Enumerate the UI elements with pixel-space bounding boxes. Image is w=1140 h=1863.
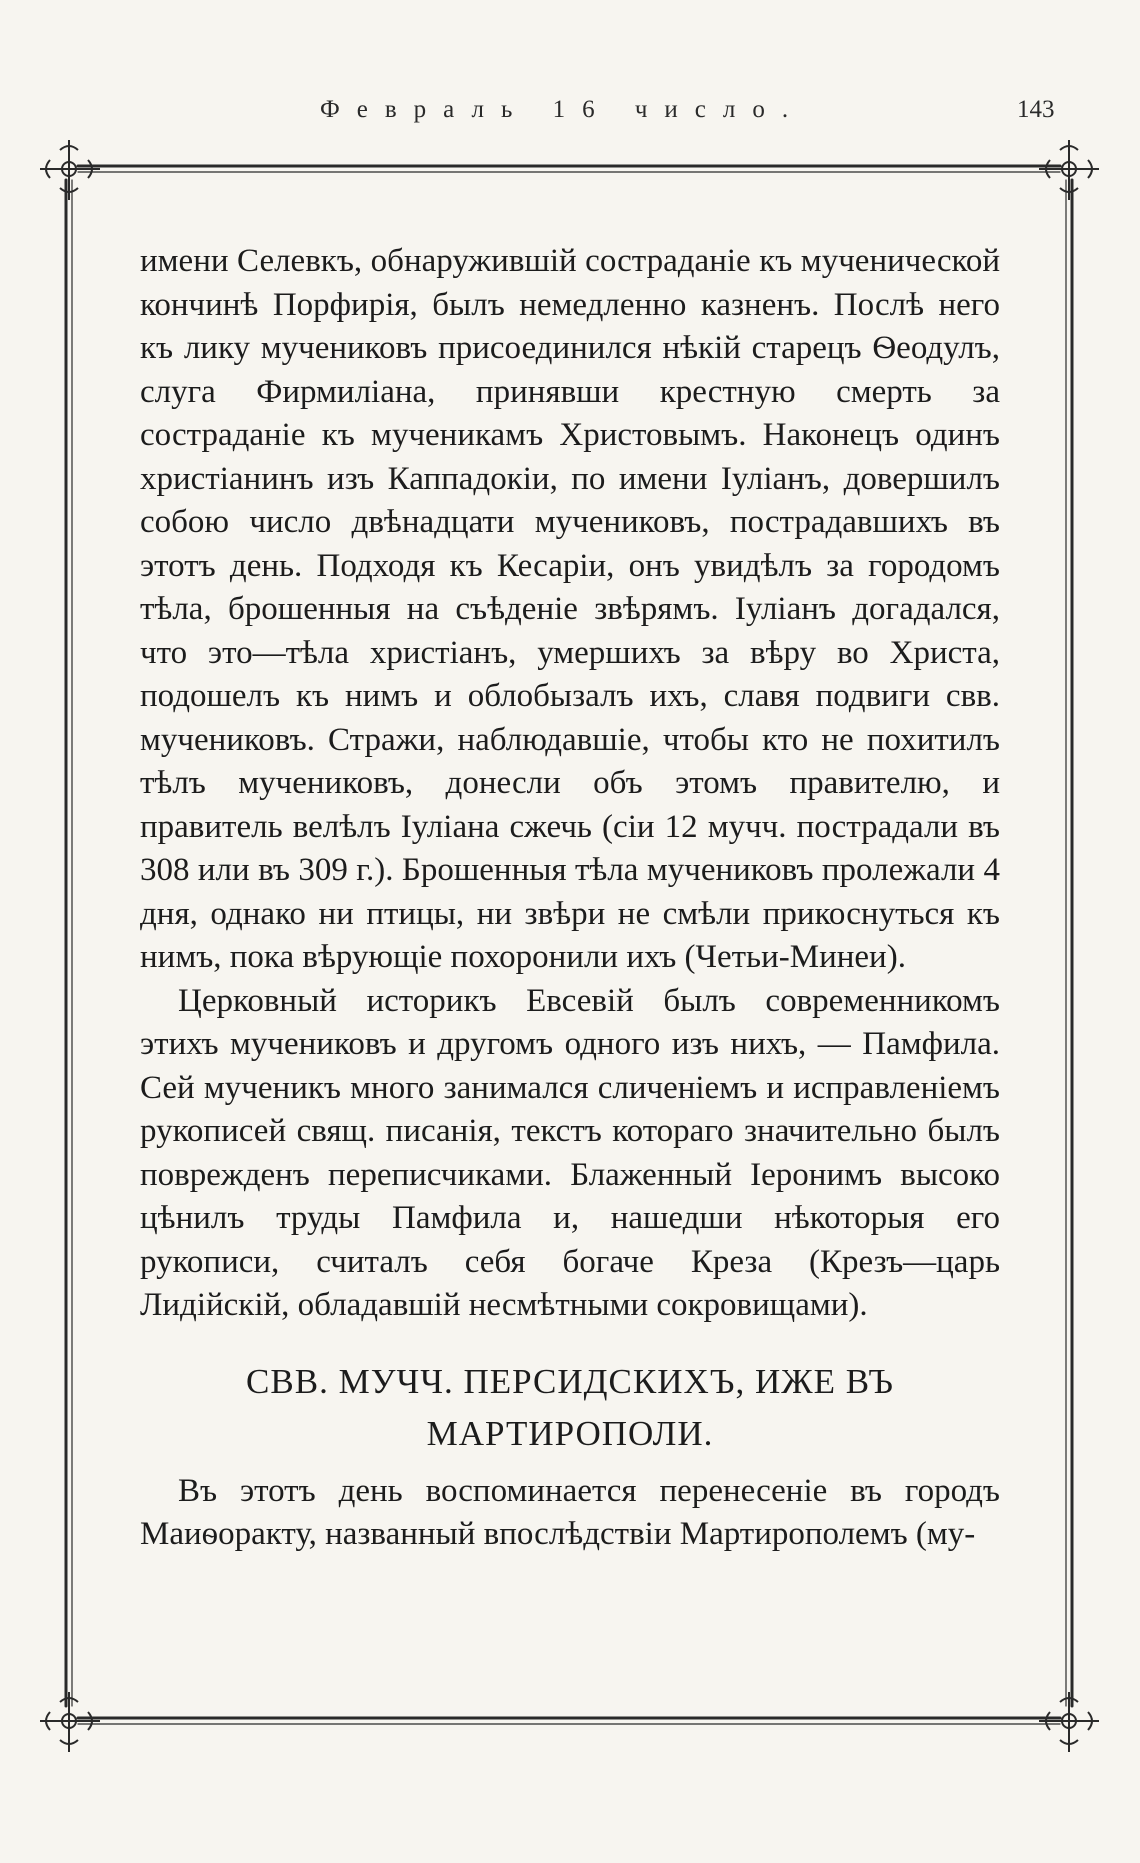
page-number: 143 [1017,96,1055,123]
corner-ornament-bottom-right [1039,1692,1099,1752]
paragraph-2: Церковный историкъ Евсевій былъ современникомъ этихъ мучениковъ и другомъ одного изъ нихъ, — Памфила. Сей мученикъ много занимался сличеніемъ и исправленіемъ рукописей свящ. писанія, текстъ котораго значительно былъ поврежденъ переписчиками. Блаженный Іеронимъ высоко цѣнилъ труды Памфила и, нашедши нѣкоторыя его рукописи, считалъ себя богаче Креза (Крезъ—царь Лидійскій, обладавшій несмѣтными сокровищами). [140,982,1000,1323]
corner-ornament-top-right [1039,140,1099,200]
running-title: Февраль 16 число. [320,96,806,123]
paragraph-3: Въ этотъ день воспоминается перенесеніе въ городъ Маиѳоракту, названный впослѣдствіи Мартирополемъ (му- [140,1472,1000,1552]
corner-ornament-top-left [40,140,100,200]
text-body [140,240,1000,1557]
section-heading: СВВ. МУЧЧ. ПЕРСИДСКИХЪ, ИЖЕ ВЪ МАРТИРОПОЛИ. [246,1361,894,1453]
paragraph-1: имени Селевкъ, обнаружившій состраданіе къ мученической кончинѣ Порфирія, былъ немедленно казненъ. Послѣ него къ лику мучениковъ присоединился нѣкій старецъ Ѳеодулъ, слуга Фирмиліана, принявши крестную смерть за состраданіе къ мученикамъ Христовымъ. Наконецъ одинъ христіанинъ изъ Каппадокіи, по имени Іуліанъ, довершилъ собою число двѣнадцати мучениковъ, пострадавшихъ въ этотъ день. Подходя къ Кесаріи, онъ увидѣлъ за городомъ тѣла, брошенныя на съѣденіе звѣрямъ. Іуліанъ догадался, что это—тѣла христіанъ, умершихъ за вѣру во Христа, подошелъ къ нимъ и облобызалъ ихъ, славя подвиги свв. мучениковъ. Стражи, наблюдавшіе, чтобы кто не похитилъ тѣлъ мучениковъ, донесли объ этомъ правителю, и правитель велѣлъ Іуліана сжечь (сіи 12 мучч. пострадали въ 308 или въ 309 г.). Брошенныя тѣла мучениковъ пролежали 4 дня, однако ни птицы, ни звѣри не смѣли прикоснуться къ нимъ, пока вѣрующіе похоронили ихъ (Четьи-Минеи). [140,243,1000,975]
running-head [0,88,1140,128]
corner-ornament-bottom-left [40,1692,100,1752]
